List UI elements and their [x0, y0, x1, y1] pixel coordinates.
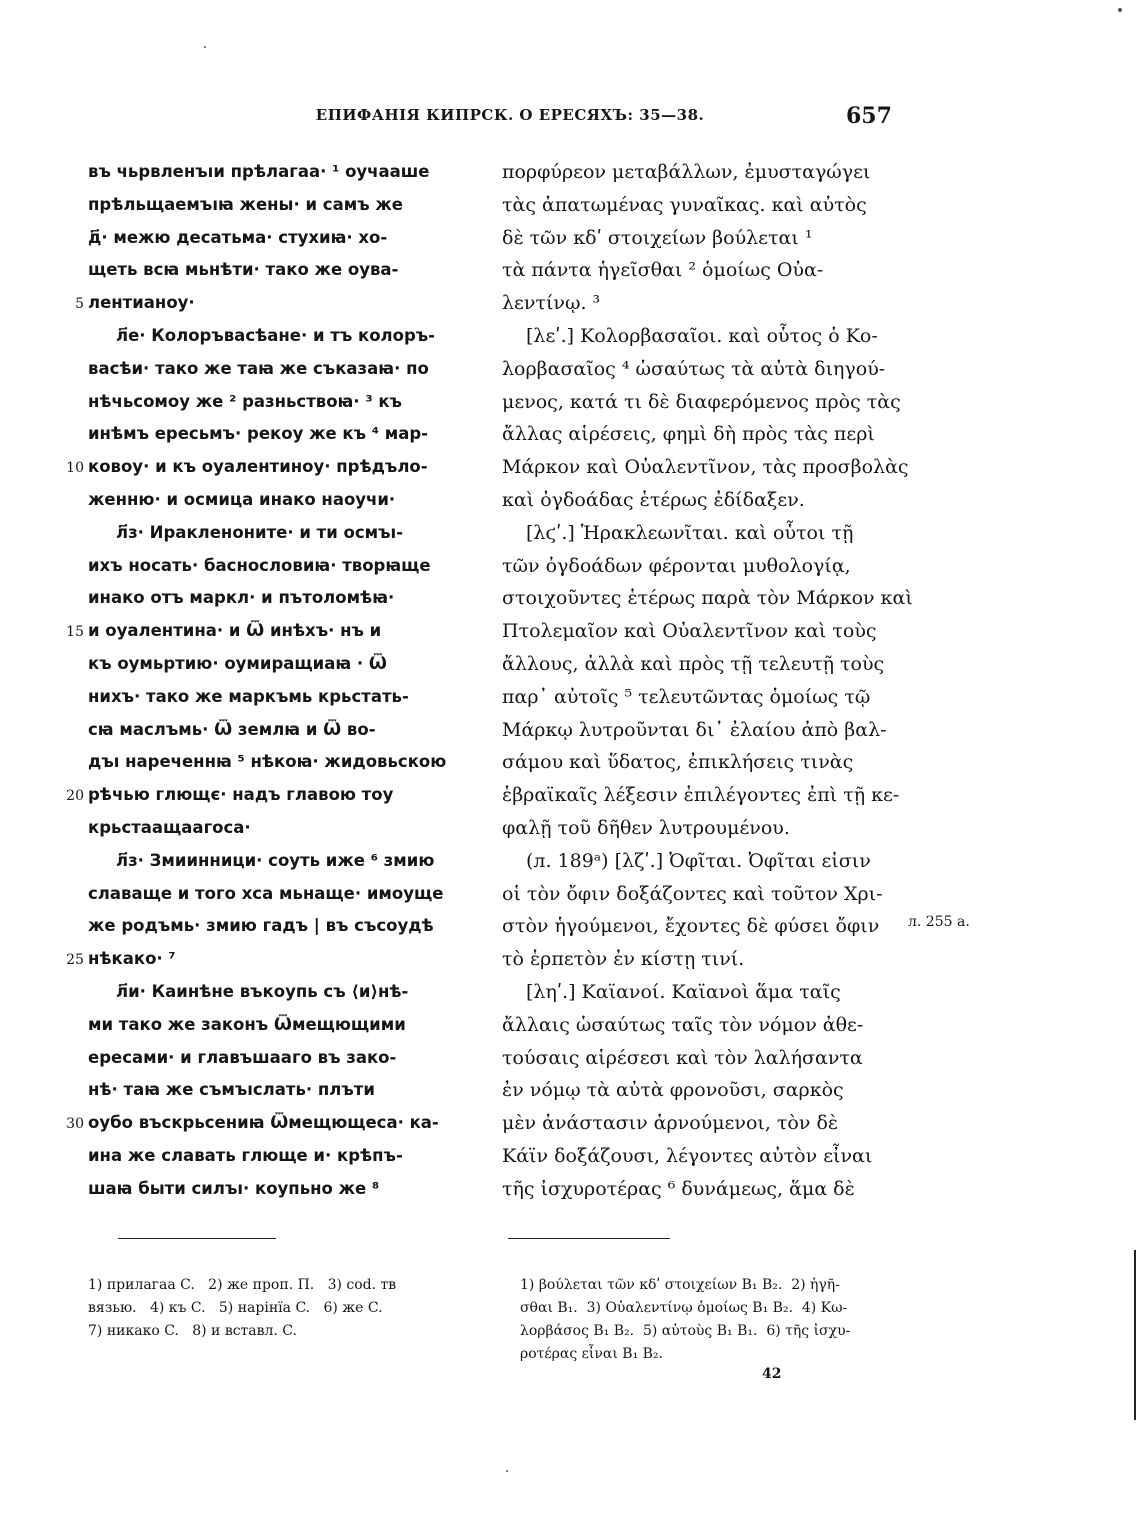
scan-speck — [204, 46, 206, 48]
slavonic-line: же родъмь· змию гадъ | въ съсоудѣ — [88, 916, 434, 936]
greek-line: μὲν ἀνάστασιν ἀρνούμενοι, τὸν δὲ — [502, 1112, 839, 1135]
greek-line: σάμου καὶ ὕδατος, ἐπικλήσεις τινὰς — [502, 751, 854, 774]
slavonic-line: и оуалентина· и Ѿ инѣхъ· нъ и — [88, 621, 382, 641]
greek-line: μενος, κατά τι δὲ διαφερόμενος πρὸς τὰς — [502, 390, 901, 413]
slavonic-line: л҃и· Каинѣне въкоупь съ ⟨и⟩нѣ- — [116, 981, 409, 1001]
greek-line: Πτολεμαῖον καὶ Οὐαλεντῖνον καὶ τοὺς — [502, 620, 877, 643]
footnote-line: λορβάσος B₁ B₂. 5) αὐτοὺς B₁ B₁. 6) τῆς ἰσχυ- — [520, 1323, 851, 1339]
footnote-rule-right — [508, 1238, 670, 1239]
line-number: 15 — [66, 624, 84, 640]
greek-line: ἄλλους, ἀλλὰ καὶ πρὸς τῇ τελευτῇ τοὺς — [502, 652, 885, 675]
running-head: ЕПИФАНІЯ КИПРСК. О ЕРЕСЯХЪ: 35—38. — [315, 106, 705, 124]
footnote-line: вязью. 4) къ C. 5) нарінїа C. 6) же C. — [88, 1300, 383, 1316]
slavonic-line: ми тако же законъ Ѿмещющими — [88, 1014, 406, 1034]
slavonic-column — [88, 156, 474, 1206]
slavonic-line: инако отъ маркл· и пътоломѣꙗ· — [88, 588, 395, 608]
slavonic-line: нѣкако· ⁷ — [88, 949, 176, 969]
slavonic-line: лентианоу· — [88, 293, 195, 313]
greek-line: παρ᾽ αὐτοῖς ⁵ τελευτῶντας ὁμοίως τῷ — [502, 685, 871, 708]
slavonic-line: щеть всꙗ мьнѣти· тако же оува- — [88, 260, 399, 280]
greek-line: τὰς ἀπατωμένας γυναῖκας. καὶ αὐτὸς — [502, 193, 867, 216]
slavonic-line: къ оумьртию· оумиращиаꙗ · Ѿ — [88, 653, 387, 673]
greek-line: οἱ τὸν ὄφιν δοξάζοντες καὶ τοῦτον Χρι- — [502, 882, 883, 905]
slavonic-line: оубо въскрьсениꙗ Ѿмещющеса· ка- — [88, 1113, 439, 1133]
greek-line: τὰ πάντα ἡγεῖσθαι ² ὁμοίως Οὐα- — [502, 259, 824, 282]
greek-line: τῶν ὀγδοάδων φέρονται μυθολογίᾳ, — [502, 554, 851, 577]
slavonic-line: ересами· и главъшааго въ зако- — [88, 1047, 397, 1067]
line-number: 30 — [66, 1116, 84, 1132]
line-number: 25 — [66, 952, 84, 968]
footnote-line: 1) βούλεται τῶν κδʹ στοιχείων B₁ B₂. 2) ἡγῆ- — [520, 1277, 840, 1293]
greek-line: λεντίνῳ. ³ — [502, 292, 601, 315]
footnote-line: 1) прилагаа C. 2) же проп. П. 3) cod. тв — [88, 1277, 397, 1293]
greek-line: φαλῇ τοῦ δῆθεν λυτρουμένου. — [502, 816, 790, 839]
line-number: 10 — [66, 460, 84, 476]
greek-line: ἄλλας αἱρέσεις, φημὶ δὴ πρὸς τὰς περὶ — [502, 423, 875, 446]
greek-column — [502, 156, 913, 1206]
greek-line: στοιχοῦντες ἑτέρως παρὰ τὸν Μάρκον καὶ — [502, 587, 913, 610]
greek-line: καὶ ὀγδοάδας ἑτέρως ἐδίδαξεν. — [502, 488, 805, 511]
line-number: 20 — [66, 788, 84, 804]
greek-line: στὸν ἡγούμενοι, ἔχοντες δὲ φύσει ὄφιν — [502, 915, 880, 938]
greek-line: ἐν νόμῳ τὰ αὐτὰ φρονοῦσι, σαρκὸς — [502, 1079, 844, 1102]
greek-line: τούσαις αἱρέσεσι καὶ τὸν λαλήσαντα — [502, 1046, 863, 1069]
greek-line: [ληʹ.] Καϊανοί. Καϊανοὶ ἅμα ταῖς — [526, 980, 841, 1003]
footnotes-slavonic — [88, 1274, 480, 1343]
slavonic-line: д҃· межю десатьма· стухиꙗ· хо- — [88, 227, 388, 247]
slavonic-line: инѣмъ ересьмъ· рекоу же къ ⁴ мар- — [88, 424, 429, 444]
slavonic-line: ковоу· и къ оуалентиноу· прѣдъло- — [88, 457, 428, 477]
slavonic-line: крьстаащаагоса· — [88, 817, 251, 837]
scan-speck — [1118, 8, 1122, 12]
greek-line: πορφύρεον μεταβάλλων, ἐμυσταγώγει — [502, 161, 871, 183]
slavonic-line: славаще и того хса мьнаще· имоуще — [88, 883, 444, 903]
greek-line: τὸ ἑρπετὸν ἐν κίστῃ τινί. — [502, 948, 745, 971]
greek-line: (л. 189ᵃ) [λζʹ.] Ὀφῖται. Ὀφῖται εἰσιν — [526, 849, 871, 872]
slavonic-line: дъı нареченнꙗ ⁵ нѣкоꙗ· жидовьскою — [88, 752, 447, 772]
footnotes-greek — [520, 1274, 900, 1366]
slavonic-line: женню· и осмица инако наоучи· — [88, 489, 396, 509]
line-number: 5 — [75, 296, 84, 312]
footnote-line: 7) никако C. 8) и вставл. C. — [88, 1323, 297, 1339]
slavonic-line: нихъ· тако же маркъмь крьстать- — [88, 686, 409, 706]
sheet-signature: 42 — [762, 1366, 782, 1382]
greek-line: λορβασαῖος ⁴ ὡσαύτως τὰ αὐτὰ διηγού- — [502, 357, 886, 380]
slavonic-line: л҃з· Змиинници· соуть иже ⁶ змию — [116, 850, 435, 870]
slavonic-line: васѣи· тако же таꙗ же съказаꙗ· по — [88, 358, 429, 378]
greek-line: δὲ τῶν κδʹ στοιχείων βούλεται ¹ — [502, 226, 813, 249]
scan-speck — [506, 1470, 508, 1472]
slavonic-line: сꙗ маслъмь· Ѿ землꙗ и Ѿ во- — [88, 719, 376, 739]
footnote-rule-left — [118, 1238, 276, 1239]
margin-note: л. 255 а. — [908, 914, 970, 930]
greek-line: Μάρκῳ λυτροῦνται δι᾽ ἐλαίου ἀπὸ βαλ- — [502, 718, 887, 741]
greek-line: [λεʹ.] Κολορβασαῖοι. καὶ οὗτος ὁ Κο- — [526, 324, 878, 347]
page-edge — [1134, 1250, 1136, 1420]
footnote-line: σθαι B₁. 3) Οὐαλεντίνῳ ὁμοίως B₁ B₂. 4) Κω- — [520, 1300, 848, 1316]
greek-line: [λϛʹ.] Ἡρακλεωνῖται. καὶ οὗτοι τῇ — [526, 521, 854, 544]
slavonic-line: ихъ носать· баснословиꙗ· творꙗще — [88, 555, 431, 575]
greek-line: τῆς ἰσχυροτέρας ⁶ δυνάμεως, ἅμα δὲ — [502, 1177, 855, 1200]
slavonic-line: прѣльщаемъıꙗ жены· и самъ же — [88, 194, 403, 214]
slavonic-line: л҃з· Иракленоните· и ти осмъı- — [116, 522, 404, 542]
footnote-line: ροτέρας εἶναι B₁ B₂. — [520, 1346, 663, 1362]
slavonic-line: нѣчьсомоу же ² разньствоꙗ· ³ къ — [88, 391, 402, 411]
slavonic-line: л҃е· Колоръвасѣане· и тъ колоръ- — [116, 325, 436, 345]
slavonic-line: въ чьрвленъıи прѣлагаа· ¹ оучааше — [88, 162, 430, 181]
greek-line: ἄλλαις ὡσαύτως ταῖς τὸν νόμον ἀθε- — [502, 1013, 864, 1036]
slavonic-line: нѣ· таꙗ же съмъıслать· плъти — [88, 1080, 375, 1100]
slavonic-line: рѣчью глющє· надъ главою тоу — [88, 785, 394, 805]
greek-line: Μάρκον καὶ Οὐαλεντῖνον, τὰς προσβολὰς — [502, 456, 909, 479]
page-number: 657 — [846, 103, 892, 129]
slavonic-line: шаꙗ быти силъı· коупьно же ⁸ — [88, 1178, 380, 1198]
greek-line: Κάϊν δοξάζουσι, λέγοντες αὐτὸν εἶναι — [502, 1144, 873, 1167]
slavonic-line: ина же славать глюще и· крѣпъ- — [88, 1145, 403, 1165]
greek-line: ἑβραϊκαῖς λέξεσιν ἐπιλέγοντες ἐπὶ τῇ κε- — [502, 784, 900, 807]
